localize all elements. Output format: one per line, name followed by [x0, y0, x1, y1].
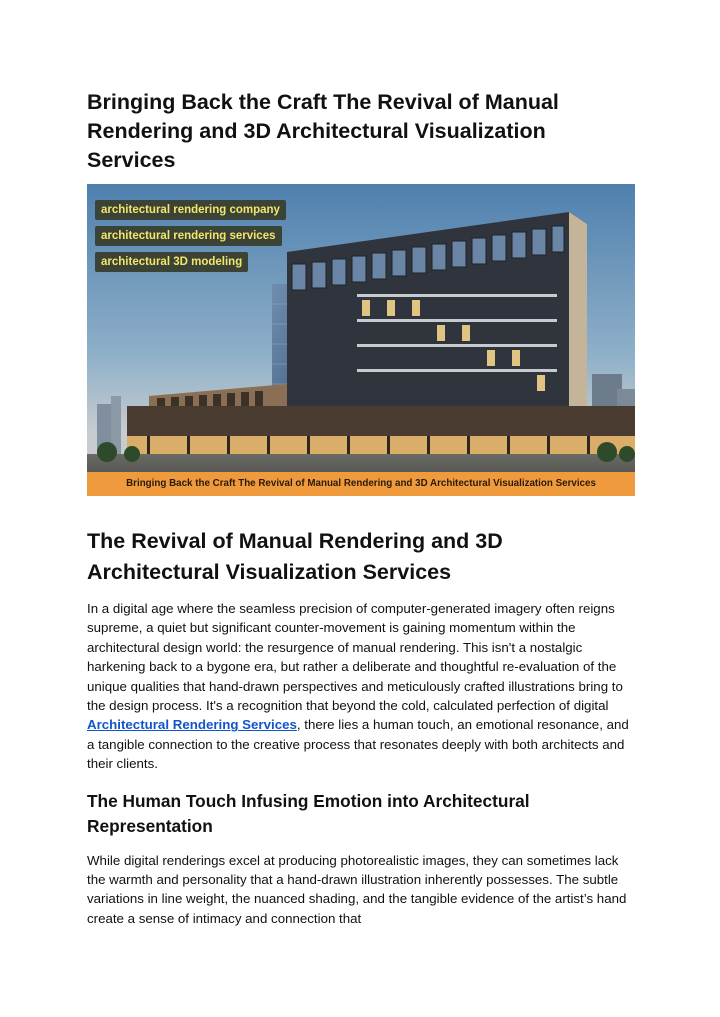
paragraph-text-after-link: , there lies a human touch, an emotional resonance, and a tangible connection to the creative process that resonates deeply with both architects and their clients. — [87, 717, 629, 772]
architectural-rendering-services-link[interactable]: Architectural Rendering Services — [87, 717, 297, 733]
section-paragraph-human-touch: While digital renderings excel at producing photorealistic images, they can sometimes lack the warmth and personality that a hand-drawn illustration inherently possesses. The subtle variations in line weight, the nuanced shading, and the tangible evidence of the artist’s hand create a sense of intimacy and connection that — [87, 852, 627, 926]
hero-image — [87, 184, 635, 496]
section-heading-revival: The Revival of Manual Rendering and 3D Architectural Visualization Services — [87, 529, 503, 584]
hero-tag-3d-modeling: architectural 3D modeling — [95, 252, 248, 272]
paragraph-text-before-link: In a digital age where the seamless precision of computer-generated imagery often reigns supreme, a quiet but significant counter-movement is gaining momentum within the architectural design world: the resurgence of manual rendering. This isn't a nostalgic harkening back to a bygone era, but rather a deliberate and thoughtful re-evaluation of the unique qualities that hand-drawn perspectives and meticulously crafted illustrations bring to the design process. It's a recognition that beyond the cold, calculated perfection of digital — [87, 601, 623, 714]
document-title: Bringing Back the Craft The Revival of Manual Rendering and 3D Architectural Visualization Services — [87, 90, 559, 172]
hero-tag-rendering-services: architectural rendering services — [95, 226, 282, 246]
section-heading-human-touch: The Human Touch Infusing Emotion into Architectural Representation — [87, 790, 530, 837]
hero-caption: Bringing Back the Craft The Revival of Manual Rendering and 3D Architectural Visualization Services — [87, 472, 635, 496]
document-content — [87, 88, 635, 928]
hero-tag-rendering-company: architectural rendering company — [95, 200, 286, 220]
section-paragraph-revival — [87, 599, 635, 774]
